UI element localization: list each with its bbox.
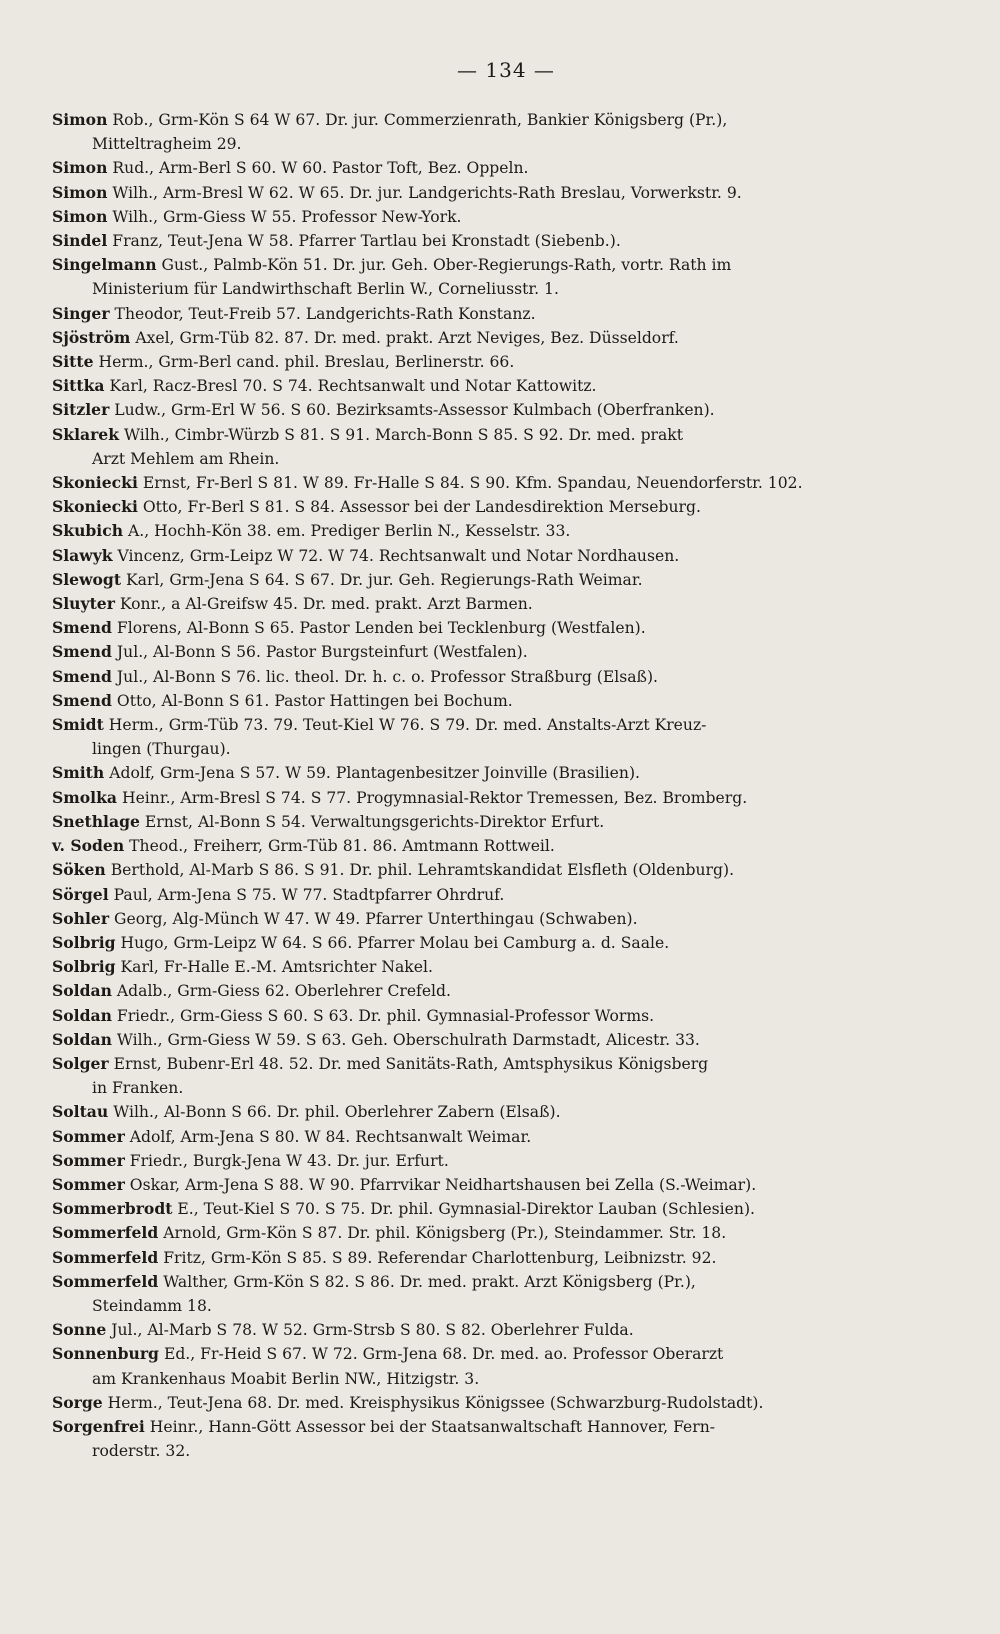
directory-entry (52, 931, 960, 955)
entry-surname: Smith (52, 763, 105, 783)
entry-first-line (52, 1100, 960, 1124)
entry-first-line (52, 689, 960, 713)
entry-text: Ernst, Fr-Berl S 81. W 89. Fr-Halle S 84. S 90. Kfm. Spandau, Neuendorferstr. 102. (142, 474, 803, 493)
directory-entry (52, 1004, 960, 1028)
entry-surname: Sommer (52, 1126, 125, 1146)
entry-surname: Skoniecki (52, 473, 138, 493)
entry-surname: Smend (52, 642, 112, 662)
directory-entry (52, 495, 960, 519)
entry-text: Theod., Freiherr, Grm-Tüb 81. 86. Amtmann Rottweil. (129, 837, 555, 856)
entry-first-line (52, 907, 960, 931)
entry-surname: Söken (52, 860, 106, 880)
entry-surname: Sitte (52, 352, 94, 372)
directory-entry (52, 1197, 960, 1221)
directory-entry (52, 398, 960, 422)
directory-entry (52, 1221, 960, 1245)
entry-text: Ludw., Grm-Erl W 56. S 60. Bezirksamts-Assessor Kulmbach (Oberfranken). (114, 401, 715, 420)
directory-entry (52, 1342, 960, 1390)
entry-text: E., Teut-Kiel S 70. S 75. Dr. phil. Gymnasial-Direktor Lauban (Schlesien). (177, 1200, 755, 1219)
entry-surname: Sommer (52, 1150, 125, 1170)
entry-surname: Solbrig (52, 932, 116, 952)
entry-list (52, 108, 960, 1463)
entry-first-line (52, 398, 960, 422)
entry-text: Wilh., Arm-Bresl W 62. W 65. Dr. jur. Landgerichts-Rath Breslau, Vorwerkstr. 9. (112, 183, 742, 202)
entry-first-line (52, 108, 960, 132)
directory-entry (52, 858, 960, 882)
directory-entry (52, 229, 960, 253)
entry-first-line (52, 883, 960, 907)
directory-entry (52, 326, 960, 350)
entry-text: Adolf, Grm-Jena S 57. W 59. Plantagenbesitzer Joinville (Brasilien). (109, 764, 640, 783)
directory-entry (52, 810, 960, 834)
entry-surname: Smidt (52, 715, 104, 735)
entry-first-line (52, 302, 960, 326)
entry-first-line (52, 640, 960, 664)
entry-continuation: Mitteltragheim 29. (92, 135, 242, 154)
entry-first-line (52, 1197, 960, 1221)
entry-text: Ed., Fr-Heid S 67. W 72. Grm-Jena 68. Dr. med. ao. Professor Oberarzt (163, 1345, 724, 1364)
directory-entry (52, 713, 960, 761)
entry-first-line (52, 592, 960, 616)
entry-first-line (52, 471, 960, 495)
entry-text: Wilh., Cimbr-Würzb S 81. S 91. March-Bonn S 85. S 92. Dr. med. prakt (124, 425, 684, 444)
entry-surname: Simon (52, 158, 108, 178)
directory-entry (52, 519, 960, 543)
directory-entry (52, 1100, 960, 1124)
entry-text: Axel, Grm-Tüb 82. 87. Dr. med. prakt. Arzt Neviges, Bez. Düsseldorf. (135, 328, 679, 347)
entry-text: Otto, Fr-Berl S 81. S 84. Assessor bei der Landesdirektion Merseburg. (142, 498, 701, 517)
entry-first-line (52, 181, 960, 205)
entry-first-line (52, 229, 960, 253)
entry-surname: Sindel (52, 231, 108, 251)
entry-continuation: lingen (Thurgau). (92, 740, 231, 759)
directory-entry (52, 834, 960, 858)
entry-first-line (52, 1270, 960, 1294)
directory-entry (52, 979, 960, 1003)
directory-entry (52, 302, 960, 326)
entry-first-line (52, 1246, 960, 1270)
entry-text: Wilh., Grm-Giess W 59. S 63. Geh. Oberschulrath Darmstadt, Alicestr. 33. (116, 1030, 700, 1049)
directory-entry (52, 616, 960, 640)
entry-surname: Sklarek (52, 424, 120, 444)
entry-surname: Sitzler (52, 400, 110, 420)
directory-entry (52, 1415, 960, 1463)
directory-entry (52, 253, 960, 301)
entry-surname: Solbrig (52, 957, 116, 977)
entry-text: Otto, Al-Bonn S 61. Pastor Hattingen bei Bochum. (116, 691, 513, 710)
entry-first-line (52, 350, 960, 374)
entry-first-line (52, 1415, 960, 1439)
entry-first-line (52, 1318, 960, 1342)
entry-text: Karl, Grm-Jena S 64. S 67. Dr. jur. Geh. Regierungs-Rath Weimar. (126, 570, 643, 589)
page-number: — 134 — (457, 58, 555, 82)
entry-text: A., Hochh-Kön 38. em. Prediger Berlin N., Kesselstr. 33. (128, 522, 571, 541)
directory-entry (52, 786, 960, 810)
entry-surname: Sommer (52, 1174, 125, 1194)
entry-continuation: in Franken. (92, 1079, 184, 1098)
directory-entry (52, 1149, 960, 1173)
directory-entry (52, 1270, 960, 1318)
entry-first-line (52, 495, 960, 519)
entry-text: Arnold, Grm-Kön S 87. Dr. phil. Königsberg (Pr.), Steindammer. Str. 18. (163, 1224, 727, 1243)
entry-text: Herm., Teut-Jena 68. Dr. med. Kreisphysikus Königssee (Schwarzburg-Rudolstadt). (107, 1393, 764, 1412)
entry-surname: Sorge (52, 1392, 103, 1412)
directory-entry (52, 350, 960, 374)
entry-surname: Solger (52, 1053, 109, 1073)
entry-first-line (52, 423, 960, 447)
directory-entry (52, 1391, 960, 1415)
entry-text: Theodor, Teut-Freib 57. Landgerichts-Rath Konstanz. (114, 304, 536, 323)
entry-surname: Soldan (52, 1029, 112, 1049)
entry-first-line (52, 1149, 960, 1173)
entry-text: Florens, Al-Bonn S 65. Pastor Lenden bei Tecklenburg (Westfalen). (116, 619, 646, 638)
entry-first-line (52, 1342, 960, 1366)
entry-text: Karl, Fr-Halle E.-M. Amtsrichter Nakel. (120, 958, 433, 977)
directory-entry (52, 907, 960, 931)
entry-text: Ernst, Al-Bonn S 54. Verwaltungsgerichts-Direktor Erfurt. (144, 812, 605, 831)
entry-first-line (52, 1221, 960, 1245)
entry-surname: Sommerfeld (52, 1271, 159, 1291)
directory-entry (52, 1052, 960, 1100)
entry-surname: Skubich (52, 521, 124, 541)
entry-surname: Simon (52, 110, 108, 129)
entry-continuation: Arzt Mehlem am Rhein. (92, 449, 280, 468)
entry-text: Adolf, Arm-Jena S 80. W 84. Rechtsanwalt Weimar. (129, 1127, 532, 1146)
entry-surname: Smolka (52, 787, 117, 807)
entry-text: Paul, Arm-Jena S 75. W 77. Stadtpfarrer Ohrdruf. (113, 885, 505, 904)
entry-text: Herm., Grm-Tüb 73. 79. Teut-Kiel W 76. S 79. Dr. med. Anstalts-Arzt Kreuz- (108, 716, 707, 735)
entry-first-line (52, 931, 960, 955)
directory-entry (52, 568, 960, 592)
entry-text: Georg, Alg-Münch W 47. W 49. Pfarrer Unterthingau (Schwaben). (114, 909, 638, 928)
entry-first-line (52, 1004, 960, 1028)
entry-first-line (52, 1028, 960, 1052)
entry-text: Herm., Grm-Berl cand. phil. Breslau, Berlinerstr. 66. (98, 353, 515, 372)
entry-surname: Sohler (52, 908, 110, 928)
directory-entry (52, 108, 960, 156)
entry-first-line (52, 544, 960, 568)
entry-surname: Snethlage (52, 811, 140, 831)
entry-text: Jul., Al-Bonn S 76. lic. theol. Dr. h. c. o. Professor Straßburg (Elsaß). (116, 667, 658, 686)
entry-surname: Slewogt (52, 569, 122, 589)
entry-first-line (52, 1391, 960, 1415)
entry-text: Rud., Arm-Berl S 60. W 60. Pastor Toft, Bez. Oppeln. (112, 159, 529, 178)
entry-surname: Sjöström (52, 327, 131, 347)
entry-surname: Skoniecki (52, 497, 138, 517)
entry-text: Walther, Grm-Kön S 82. S 86. Dr. med. prakt. Arzt Königsberg (Pr.), (163, 1272, 696, 1291)
entry-surname: Singer (52, 303, 110, 323)
entry-first-line (52, 955, 960, 979)
entry-surname: Smend (52, 690, 112, 710)
directory-entry (52, 640, 960, 664)
entry-surname: Sommerfeld (52, 1247, 159, 1267)
directory-entry (52, 665, 960, 689)
directory-entry (52, 471, 960, 495)
entry-text: Wilh., Grm-Giess W 55. Professor New-York. (112, 207, 462, 226)
entry-text: Jul., Al-Bonn S 56. Pastor Burgsteinfurt (Westfalen). (116, 643, 528, 662)
entry-text: Heinr., Arm-Bresl S 74. S 77. Progymnasial-Rektor Tremessen, Bez. Bromberg. (121, 788, 748, 807)
entry-continuation: roderstr. 32. (92, 1442, 191, 1461)
entry-surname: Soldan (52, 1005, 112, 1025)
directory-entry (52, 156, 960, 180)
entry-first-line (52, 1125, 960, 1149)
entry-surname: Sittka (52, 376, 105, 396)
entry-text: Heinr., Hann-Gött Assessor bei der Staatsanwaltschaft Hannover, Fern- (149, 1417, 716, 1436)
entry-text: Franz, Teut-Jena W 58. Pfarrer Tartlau bei Kronstadt (Siebenb.). (112, 232, 621, 251)
entry-text: Friedr., Grm-Giess S 60. S 63. Dr. phil. Gymnasial-Professor Worms. (116, 1006, 655, 1025)
directory-entry (52, 544, 960, 568)
entry-continuation: Ministerium für Landwirthschaft Berlin W., Corneliusstr. 1. (92, 280, 559, 299)
entry-first-line (52, 616, 960, 640)
entry-surname: Singelmann (52, 255, 157, 275)
entry-surname: Sluyter (52, 594, 115, 614)
entry-continuation: am Krankenhaus Moabit Berlin NW., Hitzigstr. 3. (92, 1369, 480, 1388)
entry-text: Jul., Al-Marb S 78. W 52. Grm-Strsb S 80. S 82. Oberlehrer Fulda. (111, 1321, 634, 1340)
directory-entry (52, 1246, 960, 1270)
entry-surname: Soltau (52, 1102, 109, 1122)
entry-text: Rob., Grm-Kön S 64 W 67. Dr. jur. Commerzienrath, Bankier Königsberg (Pr.), (112, 111, 728, 129)
directory-entry (52, 1173, 960, 1197)
entry-surname: Sommerfeld (52, 1223, 159, 1243)
entry-text: Gust., Palmb-Kön 51. Dr. jur. Geh. Ober-Regierungs-Rath, vortr. Rath im (161, 256, 732, 275)
entry-surname: Slawyk (52, 545, 113, 565)
entry-continuation: Steindamm 18. (92, 1296, 212, 1315)
entry-text: Hugo, Grm-Leipz W 64. S 66. Pfarrer Molau bei Camburg a. d. Saale. (120, 933, 670, 952)
entry-text: Oskar, Arm-Jena S 88. W 90. Pfarrvikar Neidhartshausen bei Zella (S.-Weimar). (129, 1175, 757, 1194)
entry-text: Berthold, Al-Marb S 86. S 91. Dr. phil. Lehramtskandidat Elsfleth (Oldenburg). (110, 861, 735, 880)
entry-first-line (52, 761, 960, 785)
entry-surname: Sonnenburg (52, 1344, 159, 1364)
directory-entry (52, 1028, 960, 1052)
entry-text: Fritz, Grm-Kön S 85. S 89. Referendar Charlottenburg, Leibnizstr. 92. (163, 1248, 717, 1267)
entry-surname: Sörgel (52, 884, 109, 904)
directory-entry (52, 423, 960, 471)
directory-entry (52, 1318, 960, 1342)
directory-entry (52, 181, 960, 205)
entry-first-line (52, 858, 960, 882)
entry-text: Karl, Racz-Bresl 70. S 74. Rechtsanwalt und Notar Kattowitz. (109, 377, 597, 396)
entry-first-line (52, 834, 960, 858)
entry-first-line (52, 253, 960, 277)
entry-text: Konr., a Al-Greifsw 45. Dr. med. prakt. Arzt Barmen. (119, 595, 533, 614)
entry-first-line (52, 374, 960, 398)
entry-surname: Smend (52, 666, 112, 686)
directory-entry (52, 761, 960, 785)
entry-first-line (52, 665, 960, 689)
entry-surname: Sommerbrodt (52, 1199, 173, 1219)
entry-text: Friedr., Burgk-Jena W 43. Dr. jur. Erfurt. (129, 1151, 449, 1170)
directory-entry (52, 205, 960, 229)
entry-first-line (52, 326, 960, 350)
entry-surname: Sonne (52, 1320, 107, 1340)
entry-surname: Simon (52, 182, 108, 202)
entry-first-line (52, 786, 960, 810)
entry-text: Adalb., Grm-Giess 62. Oberlehrer Crefeld. (116, 982, 451, 1001)
entry-first-line (52, 713, 960, 737)
entry-surname: Smend (52, 618, 112, 638)
entry-surname: v. Soden (52, 836, 125, 856)
entry-surname: Soldan (52, 981, 112, 1001)
directory-entry (52, 592, 960, 616)
directory-entry (52, 955, 960, 979)
entry-text: Wilh., Al-Bonn S 66. Dr. phil. Oberlehrer Zabern (Elsaß). (113, 1103, 561, 1122)
directory-entry (52, 374, 960, 398)
directory-entry (52, 689, 960, 713)
entry-first-line (52, 156, 960, 180)
entry-first-line (52, 568, 960, 592)
directory-entry (52, 1125, 960, 1149)
entry-surname: Simon (52, 206, 108, 226)
entry-first-line (52, 1052, 960, 1076)
entry-surname: Sorgenfrei (52, 1416, 145, 1436)
entry-first-line (52, 205, 960, 229)
entry-first-line (52, 810, 960, 834)
entry-first-line (52, 519, 960, 543)
entry-first-line (52, 979, 960, 1003)
entry-text: Ernst, Bubenr-Erl 48. 52. Dr. med Sanitäts-Rath, Amtsphysikus Königsberg (113, 1054, 709, 1073)
entry-first-line (52, 1173, 960, 1197)
directory-entry (52, 883, 960, 907)
entry-text: Vincenz, Grm-Leipz W 72. W 74. Rechtsanwalt und Notar Nordhausen. (117, 546, 680, 565)
